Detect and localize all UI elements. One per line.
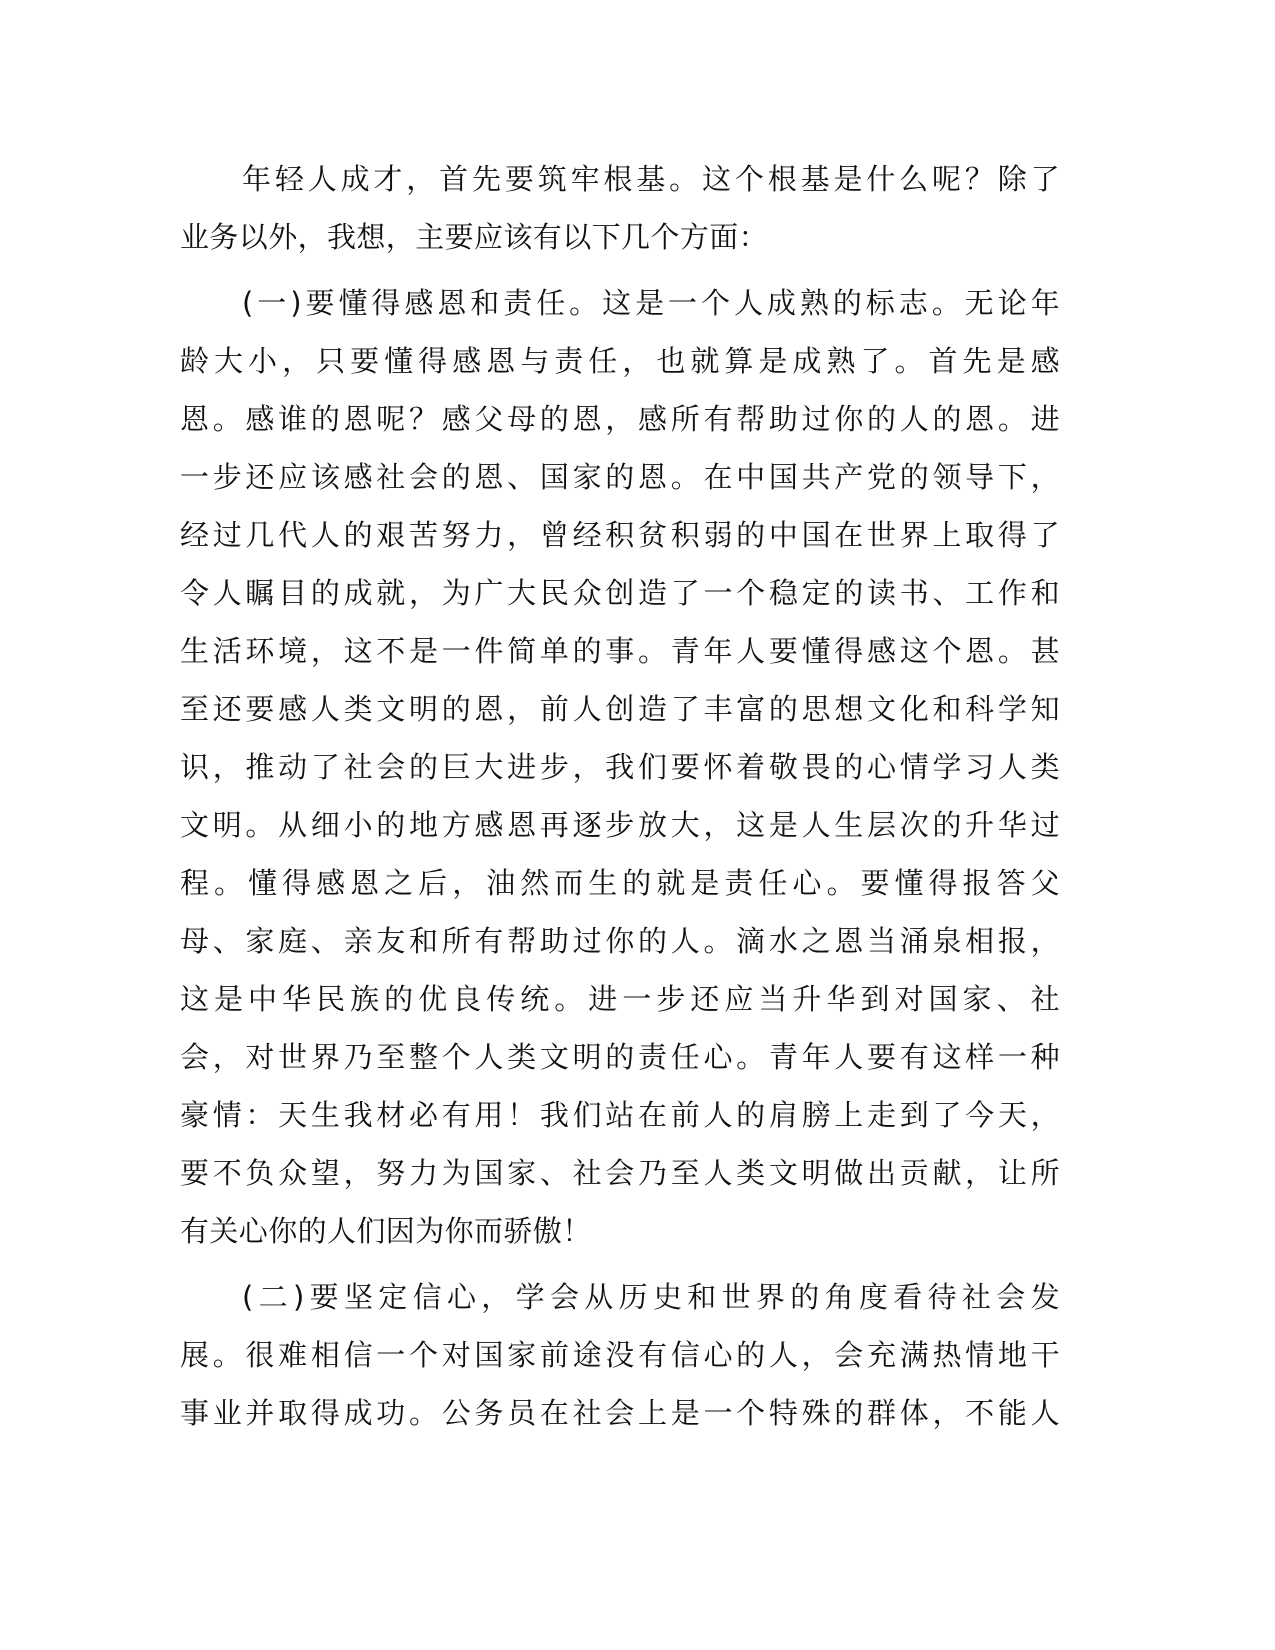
paragraph-gratitude-responsibility [180, 274, 1060, 1260]
text-line: (一)要懂得感恩和责任。这是一个人成熟的标志。无论年 [242, 286, 1060, 320]
text-line: 生活环境，这不是一件简单的事。青年人要懂得感这个恩。甚 [180, 634, 1060, 668]
text-line: 这是中华民族的优良传统。进一步还应当升华到对国家、社 [180, 982, 1060, 1016]
text-line: 令人瞩目的成就，为广大民众创造了一个稳定的读书、工作和 [180, 576, 1060, 610]
text-line: 程。懂得感恩之后，油然而生的就是责任心。要懂得报答父 [180, 866, 1060, 900]
text-line: (二)要坚定信心，学会从历史和世界的角度看待社会发 [242, 1280, 1060, 1314]
text-line: 业务以外，我想，主要应该有以下几个方面： [180, 220, 769, 254]
text-line: 年轻人成才，首先要筑牢根基。这个根基是什么呢？除了 [242, 162, 1060, 196]
text-line: 识，推动了社会的巨大进步，我们要怀着敬畏的心情学习人类 [180, 750, 1060, 784]
text-line: 有关心你的人们因为你而骄傲！ [180, 1214, 592, 1248]
paragraph-intro [180, 150, 1060, 266]
text-line: 一步还应该感社会的恩、国家的恩。在中国共产党的领导下， [180, 460, 1060, 494]
text-line: 恩。感谁的恩呢？感父母的恩，感所有帮助过你的人的恩。进 [180, 402, 1060, 436]
text-line: 豪情：天生我材必有用！我们站在前人的肩膀上走到了今天， [180, 1098, 1060, 1132]
text-line: 龄大小，只要懂得感恩与责任，也就算是成熟了。首先是感 [180, 344, 1060, 378]
text-line: 要不负众望，努力为国家、社会乃至人类文明做出贡献，让所 [180, 1156, 1060, 1190]
text-line: 会，对世界乃至整个人类文明的责任心。青年人要有这样一种 [180, 1040, 1060, 1074]
text-line: 经过几代人的艰苦努力，曾经积贫积弱的中国在世界上取得了 [180, 518, 1060, 552]
text-line: 展。很难相信一个对国家前途没有信心的人，会充满热情地干 [180, 1338, 1060, 1372]
text-line: 母、家庭、亲友和所有帮助过你的人。滴水之恩当涌泉相报， [180, 924, 1060, 958]
text-line: 文明。从细小的地方感恩再逐步放大，这是人生层次的升华过 [180, 808, 1060, 842]
paragraph-confidence [180, 1268, 1060, 1442]
document-body [180, 150, 1060, 1442]
text-line: 至还要感人类文明的恩，前人创造了丰富的思想文化和科学知 [180, 692, 1060, 726]
text-line: 事业并取得成功。公务员在社会上是一个特殊的群体，不能人 [180, 1396, 1060, 1430]
